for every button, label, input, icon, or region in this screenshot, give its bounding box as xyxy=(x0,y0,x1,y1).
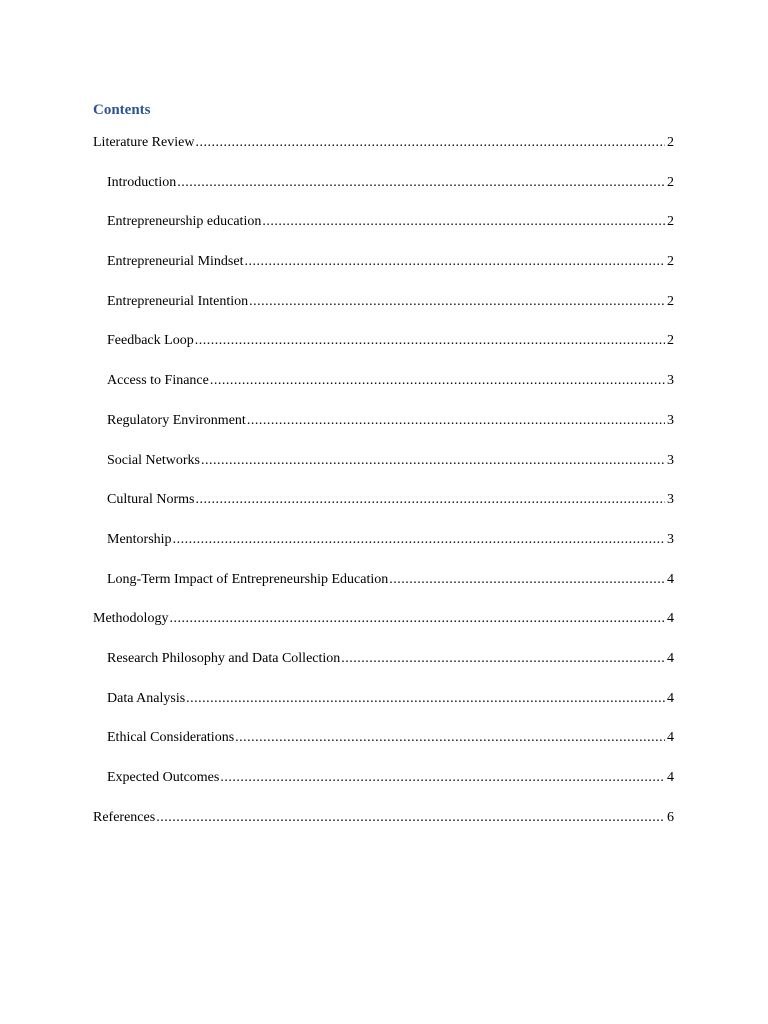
toc-entry-title: Cultural Norms xyxy=(107,492,195,508)
toc-entry-title: References xyxy=(93,809,156,825)
toc-entry-page-number: 4 xyxy=(667,730,674,746)
toc-entry-title: Entrepreneurial Mindset xyxy=(107,254,244,270)
dot-leader xyxy=(235,728,665,748)
toc-entry-page-number: 2 xyxy=(667,333,674,349)
table-of-contents xyxy=(0,133,768,847)
toc-entry-page-number: 4 xyxy=(667,611,674,627)
dot-leader xyxy=(389,570,665,590)
dot-leader xyxy=(244,252,665,272)
toc-entry-title: Expected Outcomes xyxy=(107,770,220,785)
toc-entry-page-number: 4 xyxy=(667,650,674,666)
toc-entry-title: Ethical Considerations xyxy=(107,730,235,746)
toc-entry-long-term-impact[interactable] xyxy=(0,570,768,610)
toc-entry-page-number: 2 xyxy=(667,135,674,150)
toc-entry-title: Introduction xyxy=(107,174,177,190)
toc-entry-entrepreneurial-mindset[interactable] xyxy=(0,252,768,292)
toc-entry-page-number: 4 xyxy=(667,571,674,587)
dot-leader xyxy=(210,371,665,391)
dot-leader xyxy=(177,173,665,193)
toc-entry-methodology[interactable] xyxy=(0,609,768,649)
toc-entry-mentorship[interactable] xyxy=(0,530,768,570)
toc-entry-ethical-considerations[interactable] xyxy=(0,728,768,768)
toc-entry-references[interactable] xyxy=(0,808,768,848)
toc-entry-title: Literature Review xyxy=(93,135,195,150)
toc-entry-title: Data Analysis xyxy=(107,690,186,706)
toc-entry-title: Social Networks xyxy=(107,452,200,468)
toc-entry-cultural-norms[interactable] xyxy=(0,490,768,530)
toc-entry-introduction[interactable] xyxy=(0,173,768,213)
toc-entry-title: Entrepreneurial Intention xyxy=(107,293,249,309)
dot-leader xyxy=(173,530,665,550)
dot-leader xyxy=(186,689,665,709)
toc-entry-page-number: 3 xyxy=(667,412,674,428)
toc-entry-title: Mentorship xyxy=(107,531,172,547)
toc-entry-page-number: 4 xyxy=(667,770,674,785)
toc-entry-page-number: 2 xyxy=(667,214,674,230)
toc-entry-page-number: 3 xyxy=(667,492,674,508)
toc-entry-title: Methodology xyxy=(93,611,169,627)
toc-entry-research-philosophy[interactable] xyxy=(0,649,768,689)
toc-entry-page-number: 2 xyxy=(667,293,674,309)
dot-leader xyxy=(341,649,665,669)
dot-leader xyxy=(169,609,665,629)
toc-entry-data-analysis[interactable] xyxy=(0,689,768,729)
toc-entry-access-to-finance[interactable] xyxy=(0,371,768,411)
toc-entry-title: Research Philosophy and Data Collection xyxy=(107,650,341,666)
dot-leader xyxy=(220,768,665,788)
toc-heading: Contents xyxy=(93,102,151,118)
dot-leader xyxy=(195,133,665,153)
toc-entry-title: Access to Finance xyxy=(107,373,209,389)
toc-entry-page-number: 6 xyxy=(667,809,674,825)
toc-entry-title: Regulatory Environment xyxy=(107,412,246,428)
toc-entry-regulatory-environment[interactable] xyxy=(0,411,768,451)
dot-leader xyxy=(196,490,666,510)
toc-entry-social-networks[interactable] xyxy=(0,451,768,491)
toc-entry-page-number: 4 xyxy=(667,690,674,706)
toc-entry-page-number: 3 xyxy=(667,373,674,389)
toc-entry-title: Entrepreneurship education xyxy=(107,214,262,230)
toc-entry-literature-review[interactable] xyxy=(0,133,768,173)
dot-leader xyxy=(247,411,665,431)
dot-leader xyxy=(249,292,665,312)
dot-leader xyxy=(262,212,665,232)
toc-entry-page-number: 2 xyxy=(667,174,674,190)
toc-entry-feedback-loop[interactable] xyxy=(0,331,768,371)
dot-leader xyxy=(201,451,665,471)
toc-entry-entrepreneurship-education[interactable] xyxy=(0,212,768,252)
dot-leader xyxy=(156,808,665,828)
toc-entry-title: Long-Term Impact of Entrepreneurship Education xyxy=(107,571,389,587)
toc-entry-title: Feedback Loop xyxy=(107,333,194,349)
toc-entry-page-number: 2 xyxy=(667,254,674,270)
dot-leader xyxy=(195,331,665,351)
toc-entry-entrepreneurial-intention[interactable] xyxy=(0,292,768,332)
toc-entry-page-number: 3 xyxy=(667,452,674,468)
toc-entry-page-number: 3 xyxy=(667,531,674,547)
toc-entry-expected-outcomes[interactable] xyxy=(0,768,768,808)
